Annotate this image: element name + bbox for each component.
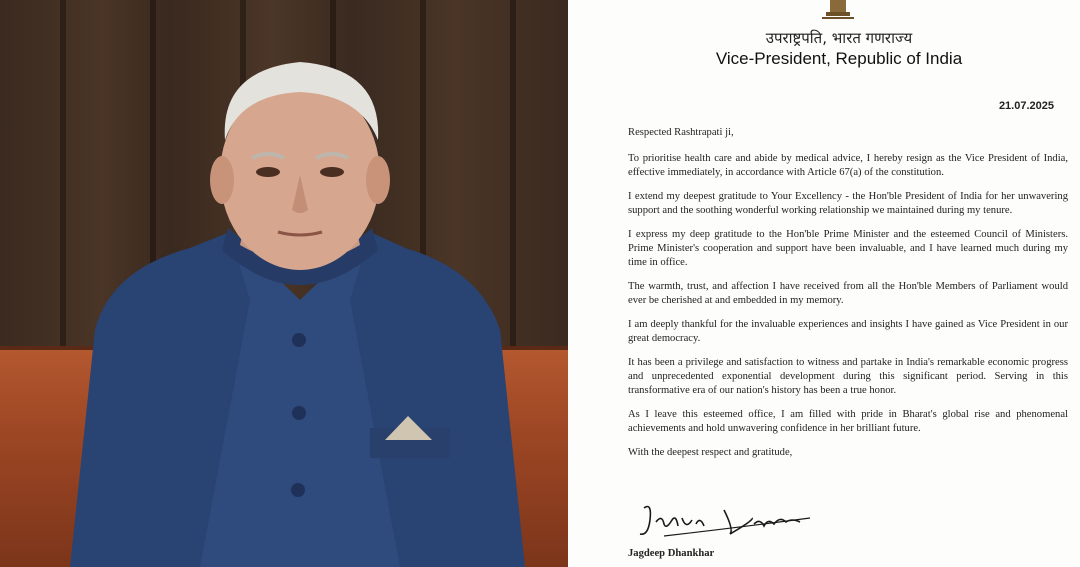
signer-name: Jagdeep Dhankhar xyxy=(628,548,715,559)
paragraph: I express my deep gratitude to the Hon'ble Prime Minister and the esteemed Council of Ministers. Prime Minister's cooperation and support have been invaluable, and I have learned much during my time in office. xyxy=(628,229,1068,268)
handwritten-signature-icon xyxy=(634,500,814,546)
suit-button xyxy=(291,483,305,497)
paragraph: I am deeply thankful for the invaluable experiences and insights I have gained as Vice President in our great democracy. xyxy=(628,319,1068,344)
letter-body xyxy=(628,126,1068,470)
paragraph: It has been a privilege and satisfaction to witness and partake in India's remarkable economic progress and unprecedented exponential development during this significant period. Serving in this transformative era of our nation's history has been a true honor. xyxy=(628,357,1068,396)
letter-date: 21.07.2025 xyxy=(998,100,1054,112)
letterhead-title: Vice-President, Republic of India xyxy=(715,49,963,68)
paragraph: I extend my deepest gratitude to Your Excellency - the Hon'ble President of India for her unwavering support and the soothing wonderful working relationship we maintained during my tenure. xyxy=(628,191,1068,216)
hindi-letterhead: उपराष्ट्रपति, भारत गणराज्य xyxy=(765,29,913,47)
suit-button xyxy=(292,406,306,420)
paragraph: To prioritise health care and abide by medical advice, I hereby resign as the Vice President of India, effective immediately, in accordance with Article 67(a) of the constitution. xyxy=(628,153,1068,178)
suit-button xyxy=(292,333,306,347)
state-emblem-icon xyxy=(808,0,868,22)
salutation: Respected Rashtrapati ji, xyxy=(628,127,734,138)
resignation-letter xyxy=(568,0,1080,567)
paragraph: The warmth, trust, and affection I have received from all the Hon'ble Members of Parliament would ever be cherished at and embedded in my memory. xyxy=(628,281,1068,306)
closing: With the deepest respect and gratitude, xyxy=(628,447,793,458)
paragraph: As I leave this esteemed office, I am filled with pride in Bharat's global rise and phenomenal achievements and hold unwavering confidence in her brilliant future. xyxy=(628,409,1068,434)
